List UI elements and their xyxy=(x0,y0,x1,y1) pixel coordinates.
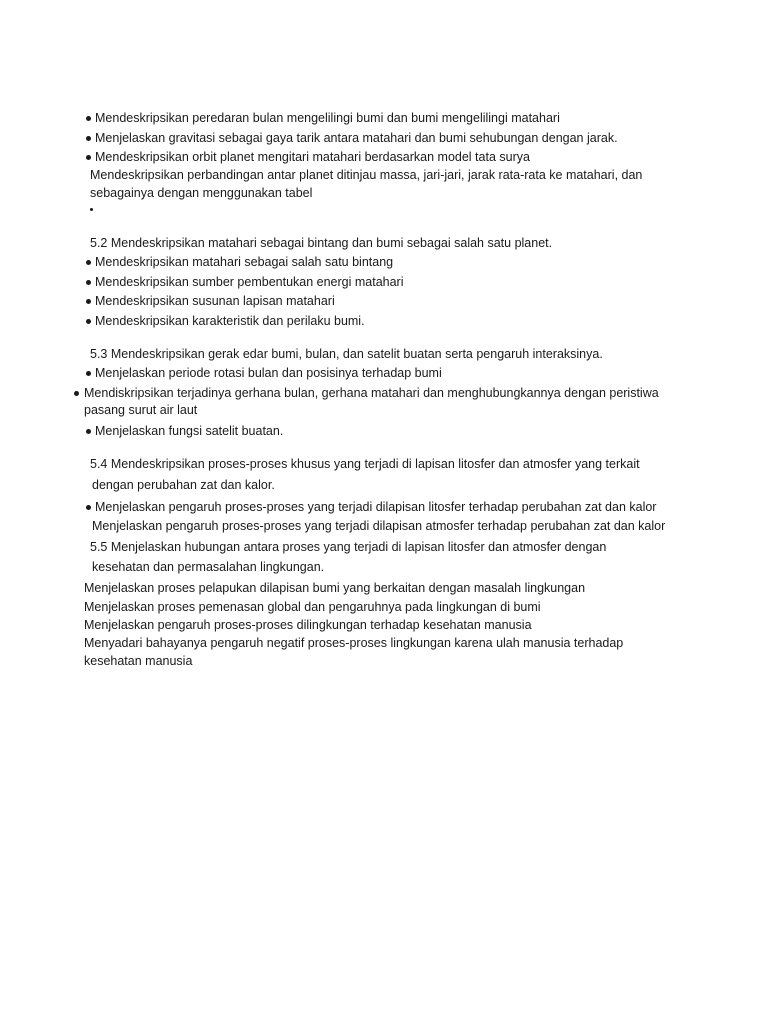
paragraph-line: Menjelaskan proses pelapukan dilapisan bumi yang berkaitan dengan masalah lingkungan xyxy=(84,581,586,595)
paragraph-line: Menjelaskan pengaruh proses-proses dilingkungan terhadap kesehatan manusia xyxy=(84,618,532,632)
section-heading-5-5-cont: kesehatan dan permasalahan lingkungan. xyxy=(92,560,325,574)
bullet-dot xyxy=(86,260,91,265)
bullet-dot xyxy=(86,319,91,324)
paragraph-line: Menjelaskan proses pemenasan global dan pengaruhnya pada lingkungan di bumi xyxy=(84,600,541,614)
paragraph-line: Mendeskripsikan perbandingan antar planet ditinjau massa, jari-jari, jarak rata-rata ke matahari, dan xyxy=(90,168,643,182)
list-item: Mendeskripsikan matahari sebagai salah satu bintang xyxy=(95,255,394,269)
empty-bullet-dot xyxy=(90,208,93,211)
bullet-dot xyxy=(74,391,79,396)
bullet-dot xyxy=(86,505,91,510)
list-item: Menjelaskan pengaruh proses-proses yang terjadi dilapisan litosfer terhadap perubahan zat dan kalor xyxy=(95,500,657,514)
list-item-continuation: pasang surut air laut xyxy=(84,403,198,417)
paragraph-line: Menyadari bahayanya pengaruh negatif proses-proses lingkungan karena ulah manusia terhadap xyxy=(84,636,624,650)
list-item: Mendeskripsikan susunan lapisan matahari xyxy=(95,294,335,308)
paragraph-line: Menjelaskan pengaruh proses-proses yang terjadi dilapisan atmosfer terhadap perubahan zat dan kalor xyxy=(92,519,666,533)
bullet-dot xyxy=(86,280,91,285)
section-heading-5-5: 5.5 Menjelaskan hubungan antara proses yang terjadi di lapisan litosfer dan atmosfer dengan xyxy=(90,540,607,554)
bullet-dot xyxy=(86,371,91,376)
bullet-dot xyxy=(86,429,91,434)
bullet-dot xyxy=(86,299,91,304)
list-item: Mendeskripsikan sumber pembentukan energi matahari xyxy=(95,275,404,289)
section-heading-5-4: 5.4 Mendeskripsikan proses-proses khusus yang terjadi di lapisan litosfer dan atmosfer yang terkait xyxy=(90,457,640,471)
bullet-dot xyxy=(86,136,91,141)
list-item: Mendeskripsikan peredaran bulan mengelilingi bumi dan bumi mengelilingi matahari xyxy=(95,111,560,125)
section-heading-5-2: 5.2 Mendeskripsikan matahari sebagai bintang dan bumi sebagai salah satu planet. xyxy=(90,236,553,250)
section-heading-5-4-cont: dengan perubahan zat dan kalor. xyxy=(92,478,275,492)
list-item: Mendeskripsikan orbit planet mengitari matahari berdasarkan model tata surya xyxy=(95,150,530,164)
paragraph-line: kesehatan manusia xyxy=(84,654,193,668)
list-item: Menjelaskan gravitasi sebagai gaya tarik antara matahari dan bumi sehubungan dengan jarak. xyxy=(95,131,618,145)
list-item: Menjelaskan periode rotasi bulan dan posisinya terhadap bumi xyxy=(95,366,442,380)
list-item: Mendiskripsikan terjadinya gerhana bulan, gerhana matahari dan menghubungkannya dengan peristiwa xyxy=(84,386,659,400)
list-item: Mendeskripsikan karakteristik dan perilaku bumi. xyxy=(95,314,365,328)
paragraph-line: sebagainya dengan menggunakan tabel xyxy=(90,186,313,200)
section-heading-5-3: 5.3 Mendeskripsikan gerak edar bumi, bulan, dan satelit buatan serta pengaruh interaksinya. xyxy=(90,347,603,361)
list-item: Menjelaskan fungsi satelit buatan. xyxy=(95,424,284,438)
bullet-dot xyxy=(86,155,91,160)
bullet-dot xyxy=(86,116,91,121)
